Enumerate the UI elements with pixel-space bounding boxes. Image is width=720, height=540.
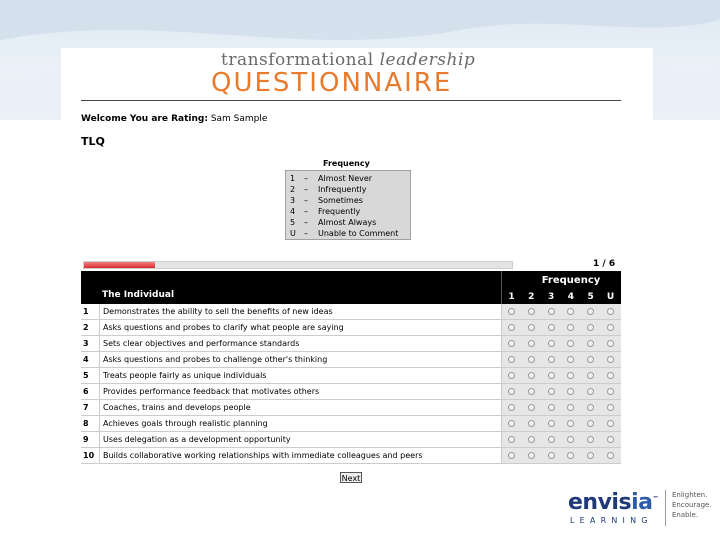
rating-radio-4[interactable]: [567, 356, 574, 363]
rating-choices: [501, 304, 621, 319]
table-row: [81, 416, 621, 432]
rating-radio-2[interactable]: [528, 308, 535, 315]
column-header-1: 1: [508, 292, 515, 302]
question-number: 8: [83, 419, 89, 428]
frequency-legend: [285, 170, 411, 240]
header-divider: [81, 100, 621, 101]
logo-word-a: envis: [568, 490, 632, 515]
rating-radio-1[interactable]: [508, 404, 515, 411]
legend-key: U: [290, 229, 296, 238]
rating-radio-3[interactable]: [548, 436, 555, 443]
rating-radio-5[interactable]: [587, 420, 594, 427]
rating-radio-2[interactable]: [528, 388, 535, 395]
rating-choices: [501, 448, 621, 463]
rating-radio-2[interactable]: [528, 340, 535, 347]
rating-radio-5[interactable]: [587, 324, 594, 331]
legend-dash: –: [304, 218, 308, 227]
table-row: [81, 352, 621, 368]
rating-radio-2[interactable]: [528, 324, 535, 331]
rating-radio-4[interactable]: [567, 388, 574, 395]
survey-code: TLQ: [81, 135, 105, 148]
rating-radio-u[interactable]: [607, 420, 614, 427]
rating-radio-4[interactable]: [567, 372, 574, 379]
row-divider: [99, 352, 100, 367]
legend-key: 3: [290, 196, 296, 205]
legend-key: 2: [290, 185, 296, 194]
table-row: [81, 368, 621, 384]
row-divider: [99, 448, 100, 463]
question-text: Coaches, trains and develops people: [103, 403, 251, 412]
tagline-line-1: Enlighten.: [672, 491, 708, 499]
table-row: [81, 400, 621, 416]
rating-radio-3[interactable]: [548, 324, 555, 331]
envisia-logo: [568, 490, 718, 534]
rating-radio-4[interactable]: [567, 324, 574, 331]
row-divider: [99, 336, 100, 351]
question-text: Treats people fairly as unique individuals: [103, 371, 267, 380]
question-number: 9: [83, 435, 89, 444]
welcome-label: Welcome You are Rating:: [81, 114, 208, 124]
row-divider: [99, 416, 100, 431]
question-number: 6: [83, 387, 89, 396]
legend-item: [290, 195, 363, 206]
question-text: Sets clear objectives and performance standards: [103, 339, 300, 348]
rating-choices: [501, 432, 621, 447]
rating-radio-3[interactable]: [548, 420, 555, 427]
rating-radio-5[interactable]: [587, 436, 594, 443]
legend-dash: –: [304, 196, 308, 205]
tagline-line-2: Encourage.: [672, 501, 712, 509]
rating-radio-u[interactable]: [607, 340, 614, 347]
logo-wordmark: [568, 490, 658, 515]
legend-label: Almost Never: [318, 174, 373, 183]
rating-radio-5[interactable]: [587, 340, 594, 347]
legend-dash: –: [304, 229, 308, 238]
row-divider: [99, 432, 100, 447]
question-text: Provides performance feedback that motivates others: [103, 387, 320, 396]
legend-label: Sometimes: [318, 196, 363, 205]
page-counter: 1 / 6: [593, 259, 616, 269]
rating-radio-u[interactable]: [607, 356, 614, 363]
rating-radio-4[interactable]: [567, 340, 574, 347]
question-text: Asks questions and probes to challenge other's thinking: [103, 355, 328, 364]
rating-radio-5[interactable]: [587, 388, 594, 395]
section-title: The Individual: [102, 290, 175, 300]
rating-radio-2[interactable]: [528, 356, 535, 363]
legend-dash: –: [304, 174, 308, 183]
welcome-line: [81, 114, 267, 124]
rating-radio-3[interactable]: [548, 308, 555, 315]
rating-radio-4[interactable]: [567, 308, 574, 315]
column-header-3: 3: [547, 292, 555, 302]
legend-item: [290, 173, 372, 184]
rating-choices: [501, 336, 621, 351]
rating-radio-5[interactable]: [587, 356, 594, 363]
rating-radio-2[interactable]: [528, 436, 535, 443]
rating-radio-3[interactable]: [548, 452, 555, 459]
rating-choices: [501, 416, 621, 431]
header-word-leadership: leadership: [379, 50, 476, 70]
table-row: [81, 432, 621, 448]
rating-radio-3[interactable]: [548, 340, 555, 347]
logo-tagline: [672, 490, 712, 520]
column-header-u: U: [606, 292, 615, 302]
legend-label: Unable to Comment: [318, 229, 399, 238]
rating-radio-1[interactable]: [508, 324, 515, 331]
legend-key: 4: [290, 207, 296, 216]
row-divider: [99, 368, 100, 383]
rating-radio-1[interactable]: [508, 372, 515, 379]
rating-choices: [501, 352, 621, 367]
rating-choices: [501, 400, 621, 415]
rating-radio-4[interactable]: [567, 436, 574, 443]
table-row: [81, 448, 621, 464]
row-divider: [99, 304, 100, 319]
rating-radio-4[interactable]: [567, 452, 574, 459]
legend-title: Frequency: [323, 159, 370, 168]
rating-radio-1[interactable]: [508, 356, 515, 363]
question-number: 5: [83, 371, 89, 380]
header-subtitle: [221, 50, 475, 70]
rating-radio-u[interactable]: [607, 372, 614, 379]
frequency-header: Frequency: [541, 275, 601, 286]
header-title: QUESTIONNAIRE: [211, 68, 453, 98]
question-number: 2: [83, 323, 89, 332]
legend-dash: –: [304, 185, 308, 194]
rating-radio-3[interactable]: [548, 372, 555, 379]
rating-radio-5[interactable]: [587, 372, 594, 379]
question-number: 10: [83, 451, 95, 460]
rating-radio-1[interactable]: [508, 436, 515, 443]
question-number: 3: [83, 339, 89, 348]
rating-radio-u[interactable]: [607, 404, 614, 411]
question-text: Uses delegation as a development opportunity: [103, 435, 291, 444]
rating-radio-u[interactable]: [607, 436, 614, 443]
question-number: 7: [83, 403, 89, 412]
rating-radio-u[interactable]: [607, 388, 614, 395]
tagline-line-3: Enable.: [672, 511, 699, 519]
legend-item: [290, 228, 398, 239]
table-row: [81, 320, 621, 336]
legend-label: Frequently: [318, 207, 361, 216]
rating-radio-5[interactable]: [587, 308, 594, 315]
question-number: 1: [83, 307, 89, 316]
column-header-2: 2: [528, 292, 535, 302]
questionnaire-panel: [61, 48, 653, 483]
next-button[interactable]: Next: [341, 474, 361, 483]
table-row: [81, 336, 621, 352]
column-header-5: 5: [587, 292, 594, 302]
rating-radio-3[interactable]: [548, 388, 555, 395]
logo-word-b: ia: [631, 490, 653, 515]
rating-radio-3[interactable]: [548, 356, 555, 363]
rating-radio-5[interactable]: [587, 452, 594, 459]
rating-choices: [501, 320, 621, 335]
rating-radio-u[interactable]: [607, 324, 614, 331]
rating-choices: [501, 384, 621, 399]
rating-radio-2[interactable]: [528, 404, 535, 411]
progress-bar: [83, 261, 513, 269]
progress-fill: [84, 262, 155, 268]
rating-radio-4[interactable]: [567, 404, 574, 411]
rating-radio-1[interactable]: [508, 340, 515, 347]
question-number: 4: [83, 355, 89, 364]
questionnaire-header: [61, 48, 653, 100]
rating-radio-2[interactable]: [528, 420, 535, 427]
table-header: [81, 271, 621, 304]
rating-radio-4[interactable]: [567, 420, 574, 427]
rating-choices: [501, 368, 621, 383]
rating-radio-u[interactable]: [607, 452, 614, 459]
table-row: [81, 384, 621, 400]
row-divider: [99, 320, 100, 335]
rating-radio-1[interactable]: [508, 308, 515, 315]
logo-subtitle: LEARNING: [570, 516, 653, 525]
row-divider: [99, 400, 100, 415]
rating-radio-3[interactable]: [548, 404, 555, 411]
rating-radio-1[interactable]: [508, 388, 515, 395]
logo-trademark: ™: [652, 495, 658, 503]
rating-radio-2[interactable]: [528, 372, 535, 379]
logo-divider: [665, 490, 666, 526]
legend-label: Almost Always: [318, 218, 377, 227]
rating-radio-2[interactable]: [528, 452, 535, 459]
header-word-transformational: transformational: [221, 50, 374, 70]
column-header-4: 4: [567, 292, 575, 302]
rating-radio-5[interactable]: [587, 404, 594, 411]
legend-dash: –: [304, 207, 308, 216]
rating-radio-1[interactable]: [508, 420, 515, 427]
question-text: Achieves goals through realistic planning: [103, 419, 268, 428]
question-text: Builds collaborative working relationships with immediate colleagues and peers: [103, 451, 423, 460]
ratee-name: Sam Sample: [210, 114, 268, 124]
question-text: Demonstrates the ability to sell the benefits of new ideas: [103, 307, 333, 316]
legend-item: [290, 217, 376, 228]
legend-item: [290, 184, 367, 195]
question-text: Asks questions and probes to clarify what people are saying: [103, 323, 344, 332]
rating-radio-1[interactable]: [508, 452, 515, 459]
rating-radio-u[interactable]: [607, 308, 614, 315]
legend-label: Infrequently: [318, 185, 367, 194]
row-divider: [99, 384, 100, 399]
legend-item: [290, 206, 360, 217]
legend-key: 5: [290, 218, 296, 227]
table-row: [81, 304, 621, 320]
legend-key: 1: [290, 174, 296, 183]
